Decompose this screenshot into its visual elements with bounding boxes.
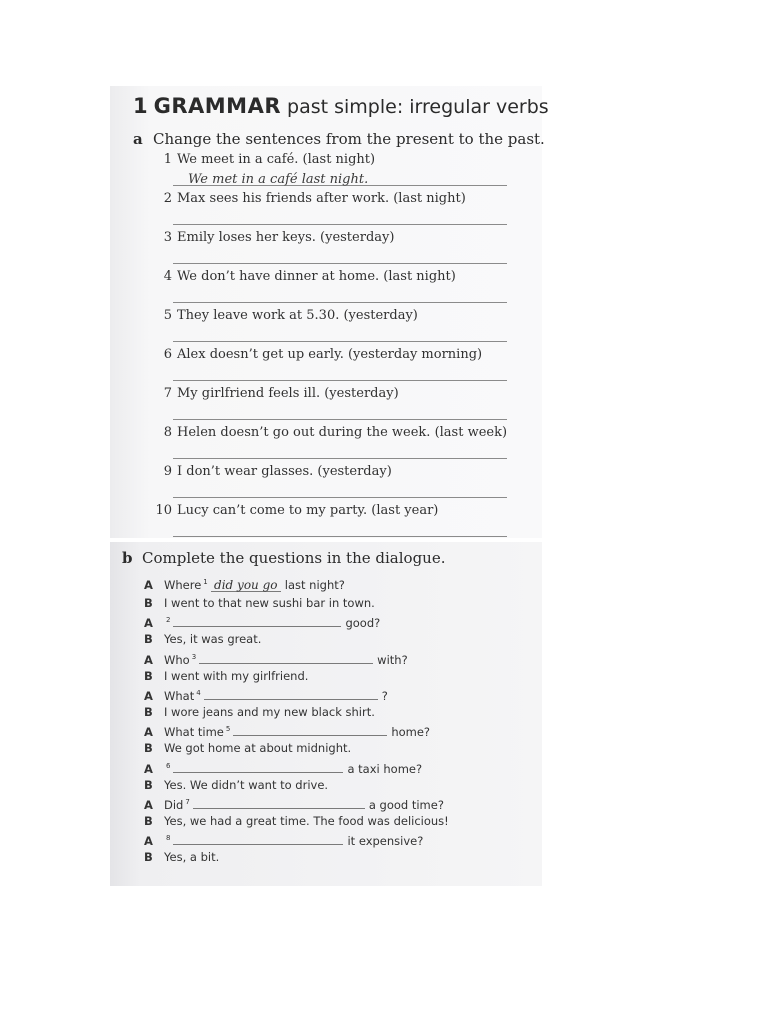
question-end: good?	[345, 616, 381, 631]
speaker-label: B	[144, 668, 153, 683]
gap-number: 5	[225, 725, 231, 734]
dialogue-line	[144, 723, 430, 739]
dialogue-line	[144, 850, 219, 864]
speaker-label: B	[144, 777, 153, 792]
speaker-label: A	[144, 688, 153, 703]
exercise-item	[144, 308, 418, 323]
gap-number: 8	[166, 834, 171, 843]
item-sentence: Helen doesn’t go out during the week. (last week)	[177, 425, 508, 440]
question-end: home?	[391, 725, 431, 740]
answer-blank[interactable]	[199, 651, 373, 664]
question-end: it expensive?	[347, 834, 424, 849]
speaker-label: B	[144, 813, 153, 828]
dialogue-text: Yes, we had a great time. The food was delicious!	[164, 813, 449, 828]
exercise-item	[144, 152, 375, 167]
answer-blank[interactable]	[233, 723, 387, 736]
answer-line[interactable]	[173, 224, 507, 225]
answer-line[interactable]	[173, 497, 507, 498]
gap-number: 4	[196, 689, 201, 698]
section-a-instruction	[133, 130, 545, 148]
answer-line[interactable]	[173, 263, 507, 264]
exercise-item	[144, 464, 392, 479]
dialogue-line	[144, 705, 375, 719]
question-end: ?	[381, 688, 388, 703]
exercise-item	[144, 230, 394, 245]
gap-number: 6	[166, 761, 171, 770]
item-number: 4	[163, 269, 172, 284]
item-number: 1	[163, 152, 172, 167]
dialogue-text: Yes. We didn’t want to drive.	[164, 777, 329, 792]
dialogue-line	[144, 632, 261, 646]
dialogue-line	[144, 778, 328, 792]
item-sentence: They leave work at 5.30. (yesterday)	[177, 308, 418, 323]
answer-line[interactable]	[173, 458, 507, 459]
speaker-label: A	[144, 652, 153, 667]
item-sentence: Emily loses her keys. (yesterday)	[177, 230, 395, 245]
speaker-label: A	[144, 834, 153, 849]
exercise-item	[144, 347, 482, 362]
exercise-item	[144, 503, 438, 518]
exercise-item	[144, 191, 466, 206]
gap-number: 1	[203, 578, 208, 587]
section-divider	[110, 538, 542, 542]
dialogue-line	[144, 760, 422, 776]
question-end: with?	[377, 652, 408, 667]
item-sentence: Alex doesn’t get up early. (yesterday morning)	[177, 347, 483, 362]
item-sentence: Lucy can’t come to my party. (last year)	[177, 503, 439, 518]
question-start: Who	[164, 652, 190, 667]
example-answer: We met in a café last night.	[188, 172, 369, 187]
dialogue-text: I went to that new sushi bar in town.	[164, 596, 375, 611]
section-a-instruction-text: Change the sentences from the present to the past.	[153, 130, 545, 148]
answer-line[interactable]	[173, 302, 507, 303]
item-number: 3	[163, 230, 172, 245]
section-b-letter: b	[122, 549, 133, 567]
speaker-label: B	[144, 596, 153, 611]
question-start: What time	[164, 725, 224, 740]
dialogue-line	[144, 614, 380, 630]
speaker-label: B	[144, 741, 153, 756]
gap-number: 3	[191, 652, 197, 661]
answer-blank[interactable]	[173, 614, 341, 627]
item-number: 5	[163, 308, 172, 323]
dialogue-line	[144, 669, 308, 683]
speaker-label: B	[144, 850, 153, 865]
question-start: Did	[164, 797, 184, 812]
speaker-label: A	[144, 725, 153, 740]
item-number: 6	[163, 347, 172, 362]
item-number: 10	[155, 503, 172, 518]
answer-line[interactable]	[173, 419, 507, 420]
dialogue-line	[144, 741, 351, 755]
item-number: 8	[163, 425, 172, 440]
speaker-label: A	[144, 761, 153, 776]
item-sentence: I don’t wear glasses. (yesterday)	[177, 464, 392, 479]
answer-line[interactable]	[173, 341, 507, 342]
exercise-heading	[133, 94, 549, 118]
answer-blank[interactable]	[173, 832, 343, 845]
answer-blank[interactable]	[173, 760, 343, 773]
dialogue-line	[144, 651, 408, 667]
question-end: a taxi home?	[347, 761, 423, 776]
gap-number: 7	[185, 797, 190, 806]
dialogue-line	[144, 596, 375, 610]
item-sentence: My girlfriend feels ill. (yesterday)	[177, 386, 399, 401]
answer-blank[interactable]: did you go	[211, 579, 281, 592]
item-number: 2	[163, 191, 172, 206]
speaker-label: A	[144, 616, 153, 631]
speaker-label: B	[144, 632, 153, 647]
dialogue-text: I went with my girlfriend.	[164, 668, 309, 683]
item-sentence: We meet in a café. (last night)	[177, 152, 376, 167]
exercise-title: GRAMMAR	[153, 94, 282, 118]
exercise-number: 1	[133, 94, 148, 118]
speaker-label: A	[144, 797, 153, 812]
item-number: 7	[163, 386, 172, 401]
dialogue-text: Yes, a bit.	[164, 850, 220, 865]
item-sentence: Max sees his friends after work. (last night)	[177, 191, 466, 206]
exercise-item	[144, 386, 399, 401]
question-start: Where	[164, 578, 202, 592]
gap-number: 2	[166, 616, 171, 625]
dialogue-line	[144, 814, 449, 828]
speaker-label: A	[144, 578, 153, 592]
answer-blank[interactable]	[204, 687, 378, 700]
section-a-letter: a	[133, 130, 143, 148]
question-end: last night?	[284, 578, 345, 592]
dialogue-text: Yes, it was great.	[164, 632, 262, 647]
item-sentence: We don’t have dinner at home. (last night)	[177, 269, 456, 284]
section-b-instruction	[122, 549, 445, 567]
dialogue-text: I wore jeans and my new black shirt.	[164, 705, 375, 720]
exercise-topic: past simple: irregular verbs	[287, 96, 549, 118]
dialogue-text: We got home at about midnight.	[164, 741, 352, 756]
dialogue-line	[144, 832, 423, 848]
question-start: What	[164, 688, 195, 703]
question-end: a good time?	[368, 797, 444, 812]
speaker-label: B	[144, 705, 153, 720]
answer-line[interactable]	[173, 380, 507, 381]
answer-blank[interactable]	[193, 796, 365, 809]
dialogue-line	[144, 578, 345, 592]
item-number: 9	[163, 464, 172, 479]
dialogue-line	[144, 796, 444, 812]
exercise-item	[144, 425, 507, 440]
dialogue-line	[144, 687, 388, 703]
answer-line[interactable]	[173, 536, 507, 537]
section-b-instruction-text: Complete the questions in the dialogue.	[142, 549, 446, 567]
exercise-item	[144, 269, 456, 284]
